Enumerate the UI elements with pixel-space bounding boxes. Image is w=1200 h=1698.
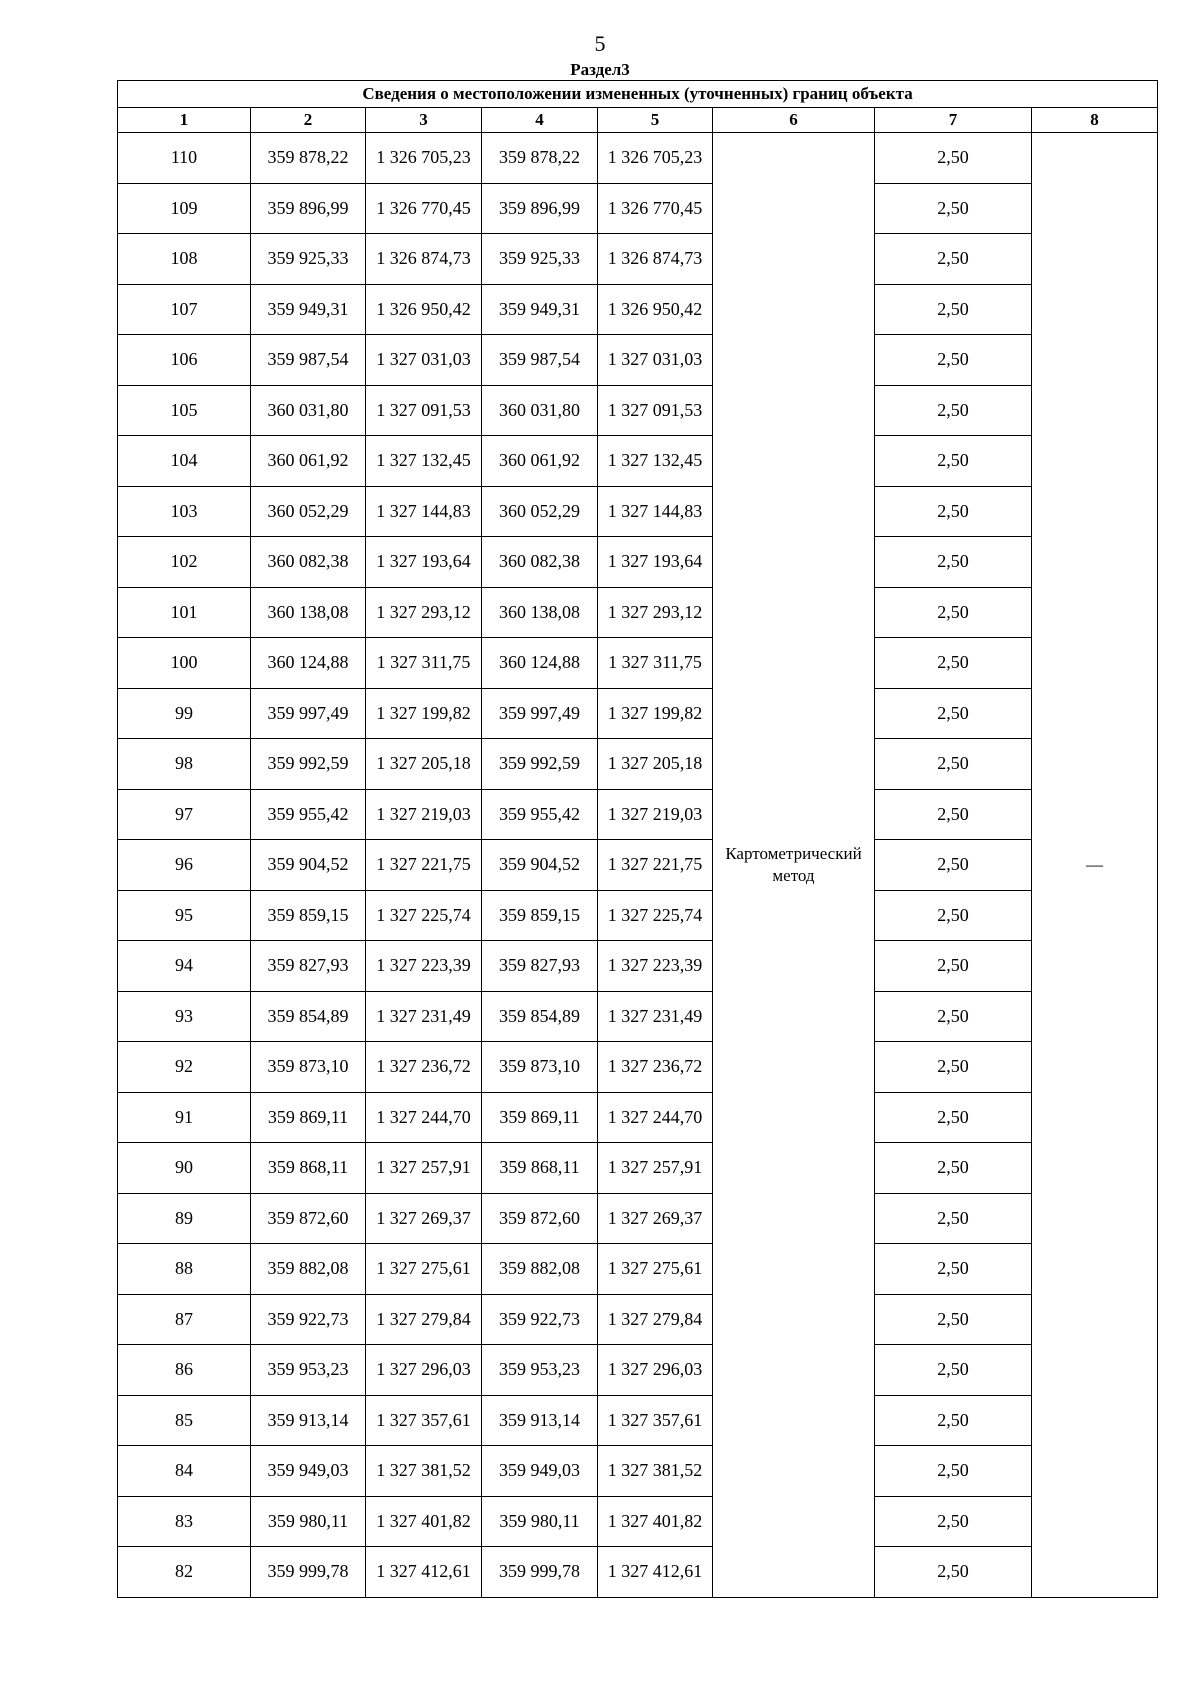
accuracy-cell: 2,50 — [875, 335, 1032, 386]
column-number-4: 4 — [482, 108, 598, 133]
x-refined-cell: 359 868,11 — [482, 1143, 598, 1194]
x-existing-cell: 359 859,15 — [251, 890, 366, 941]
note-cell: — — [1032, 133, 1158, 1598]
table-row — [118, 234, 1158, 285]
table-row — [118, 335, 1158, 386]
accuracy-cell: 2,50 — [875, 941, 1032, 992]
y-refined-cell: 1 327 219,03 — [598, 789, 713, 840]
x-refined-cell: 360 052,29 — [482, 486, 598, 537]
y-existing-cell: 1 327 199,82 — [366, 688, 482, 739]
y-refined-cell: 1 327 244,70 — [598, 1092, 713, 1143]
accuracy-cell: 2,50 — [875, 1345, 1032, 1396]
x-refined-cell: 360 061,92 — [482, 436, 598, 487]
table-row — [118, 1042, 1158, 1093]
x-existing-cell: 359 922,73 — [251, 1294, 366, 1345]
x-existing-cell: 359 980,11 — [251, 1496, 366, 1547]
y-existing-cell: 1 326 705,23 — [366, 133, 482, 184]
table-row — [118, 284, 1158, 335]
boundary-coordinates-table — [117, 80, 1158, 1598]
x-existing-cell: 359 869,11 — [251, 1092, 366, 1143]
x-refined-cell: 359 904,52 — [482, 840, 598, 891]
table-row — [118, 587, 1158, 638]
x-existing-cell: 359 955,42 — [251, 789, 366, 840]
point-number-cell: 95 — [118, 890, 251, 941]
accuracy-cell: 2,50 — [875, 1395, 1032, 1446]
y-refined-cell: 1 327 269,37 — [598, 1193, 713, 1244]
table-row — [118, 941, 1158, 992]
point-number-cell: 89 — [118, 1193, 251, 1244]
table-row — [118, 991, 1158, 1042]
y-refined-cell: 1 327 311,75 — [598, 638, 713, 689]
point-number-cell: 90 — [118, 1143, 251, 1194]
table-row — [118, 789, 1158, 840]
point-number-cell: 100 — [118, 638, 251, 689]
x-existing-cell: 360 061,92 — [251, 436, 366, 487]
accuracy-cell: 2,50 — [875, 284, 1032, 335]
accuracy-cell: 2,50 — [875, 890, 1032, 941]
point-number-cell: 102 — [118, 537, 251, 588]
table-row — [118, 840, 1158, 891]
y-refined-cell: 1 327 231,49 — [598, 991, 713, 1042]
table-row — [118, 537, 1158, 588]
y-existing-cell: 1 327 144,83 — [366, 486, 482, 537]
x-existing-cell: 359 827,93 — [251, 941, 366, 992]
column-number-8: 8 — [1032, 108, 1158, 133]
y-existing-cell: 1 326 874,73 — [366, 234, 482, 285]
y-refined-cell: 1 327 293,12 — [598, 587, 713, 638]
y-existing-cell: 1 327 257,91 — [366, 1143, 482, 1194]
x-existing-cell: 359 896,99 — [251, 183, 366, 234]
column-number-2: 2 — [251, 108, 366, 133]
accuracy-cell: 2,50 — [875, 385, 1032, 436]
y-existing-cell: 1 327 221,75 — [366, 840, 482, 891]
y-refined-cell: 1 327 199,82 — [598, 688, 713, 739]
x-refined-cell: 359 987,54 — [482, 335, 598, 386]
y-existing-cell: 1 327 401,82 — [366, 1496, 482, 1547]
x-refined-cell: 359 999,78 — [482, 1547, 598, 1598]
y-refined-cell: 1 327 412,61 — [598, 1547, 713, 1598]
y-existing-cell: 1 326 950,42 — [366, 284, 482, 335]
x-refined-cell: 359 869,11 — [482, 1092, 598, 1143]
y-refined-cell: 1 326 705,23 — [598, 133, 713, 184]
table-row — [118, 183, 1158, 234]
x-refined-cell: 359 953,23 — [482, 1345, 598, 1396]
x-existing-cell: 359 987,54 — [251, 335, 366, 386]
x-existing-cell: 360 031,80 — [251, 385, 366, 436]
table-row — [118, 638, 1158, 689]
accuracy-cell: 2,50 — [875, 1496, 1032, 1547]
y-refined-cell: 1 327 296,03 — [598, 1345, 713, 1396]
accuracy-cell: 2,50 — [875, 1042, 1032, 1093]
y-refined-cell: 1 327 144,83 — [598, 486, 713, 537]
table-row — [118, 486, 1158, 537]
y-existing-cell: 1 327 193,64 — [366, 537, 482, 588]
point-number-cell: 109 — [118, 183, 251, 234]
y-refined-cell: 1 327 275,61 — [598, 1244, 713, 1295]
x-refined-cell: 359 980,11 — [482, 1496, 598, 1547]
y-refined-cell: 1 327 225,74 — [598, 890, 713, 941]
y-refined-cell: 1 327 031,03 — [598, 335, 713, 386]
accuracy-cell: 2,50 — [875, 638, 1032, 689]
point-number-cell: 84 — [118, 1446, 251, 1497]
x-existing-cell: 360 082,38 — [251, 537, 366, 588]
x-refined-cell: 359 882,08 — [482, 1244, 598, 1295]
column-number-7: 7 — [875, 108, 1032, 133]
y-refined-cell: 1 327 279,84 — [598, 1294, 713, 1345]
y-existing-cell: 1 327 296,03 — [366, 1345, 482, 1396]
x-refined-cell: 359 859,15 — [482, 890, 598, 941]
accuracy-cell: 2,50 — [875, 486, 1032, 537]
y-refined-cell: 1 327 091,53 — [598, 385, 713, 436]
column-number-5: 5 — [598, 108, 713, 133]
y-refined-cell: 1 327 205,18 — [598, 739, 713, 790]
y-existing-cell: 1 327 381,52 — [366, 1446, 482, 1497]
x-refined-cell: 359 872,60 — [482, 1193, 598, 1244]
y-existing-cell: 1 327 311,75 — [366, 638, 482, 689]
y-refined-cell: 1 327 221,75 — [598, 840, 713, 891]
y-existing-cell: 1 327 236,72 — [366, 1042, 482, 1093]
y-existing-cell: 1 327 205,18 — [366, 739, 482, 790]
table-row — [118, 436, 1158, 487]
accuracy-cell: 2,50 — [875, 688, 1032, 739]
point-number-cell: 108 — [118, 234, 251, 285]
point-number-cell: 110 — [118, 133, 251, 184]
section-title: Раздел3 — [570, 60, 630, 79]
x-existing-cell: 359 854,89 — [251, 991, 366, 1042]
y-refined-cell: 1 327 193,64 — [598, 537, 713, 588]
accuracy-cell: 2,50 — [875, 1143, 1032, 1194]
x-existing-cell: 360 124,88 — [251, 638, 366, 689]
x-existing-cell: 359 904,52 — [251, 840, 366, 891]
y-existing-cell: 1 326 770,45 — [366, 183, 482, 234]
accuracy-cell: 2,50 — [875, 1193, 1032, 1244]
table-row — [118, 890, 1158, 941]
column-number-3: 3 — [366, 108, 482, 133]
table-row — [118, 739, 1158, 790]
x-existing-cell: 359 997,49 — [251, 688, 366, 739]
table-row — [118, 385, 1158, 436]
x-existing-cell: 359 882,08 — [251, 1244, 366, 1295]
x-existing-cell: 359 992,59 — [251, 739, 366, 790]
x-refined-cell: 360 124,88 — [482, 638, 598, 689]
point-number-cell: 103 — [118, 486, 251, 537]
point-number-cell: 98 — [118, 739, 251, 790]
point-number-cell: 91 — [118, 1092, 251, 1143]
point-number-cell: 85 — [118, 1395, 251, 1446]
y-refined-cell: 1 327 132,45 — [598, 436, 713, 487]
x-existing-cell: 359 878,22 — [251, 133, 366, 184]
x-refined-cell: 359 922,73 — [482, 1294, 598, 1345]
accuracy-cell: 2,50 — [875, 183, 1032, 234]
accuracy-cell: 2,50 — [875, 739, 1032, 790]
x-existing-cell: 359 949,31 — [251, 284, 366, 335]
x-existing-cell: 360 138,08 — [251, 587, 366, 638]
y-refined-cell: 1 326 770,45 — [598, 183, 713, 234]
table-row — [118, 1496, 1158, 1547]
x-refined-cell: 360 082,38 — [482, 537, 598, 588]
y-existing-cell: 1 327 223,39 — [366, 941, 482, 992]
table-row — [118, 1547, 1158, 1598]
column-number-6: 6 — [713, 108, 875, 133]
y-existing-cell: 1 327 357,61 — [366, 1395, 482, 1446]
table-row — [118, 1395, 1158, 1446]
x-existing-cell: 359 999,78 — [251, 1547, 366, 1598]
accuracy-cell: 2,50 — [875, 537, 1032, 588]
y-refined-cell: 1 327 381,52 — [598, 1446, 713, 1497]
x-refined-cell: 359 997,49 — [482, 688, 598, 739]
accuracy-cell: 2,50 — [875, 436, 1032, 487]
point-number-cell: 87 — [118, 1294, 251, 1345]
accuracy-cell: 2,50 — [875, 840, 1032, 891]
x-existing-cell: 359 925,33 — [251, 234, 366, 285]
x-refined-cell: 360 138,08 — [482, 587, 598, 638]
column-number-1: 1 — [118, 108, 251, 133]
page-number: 5 — [594, 31, 606, 56]
x-refined-cell: 359 873,10 — [482, 1042, 598, 1093]
y-existing-cell: 1 327 412,61 — [366, 1547, 482, 1598]
point-number-cell: 104 — [118, 436, 251, 487]
point-number-cell: 86 — [118, 1345, 251, 1396]
x-refined-cell: 360 031,80 — [482, 385, 598, 436]
y-refined-cell: 1 327 357,61 — [598, 1395, 713, 1446]
y-existing-cell: 1 327 132,45 — [366, 436, 482, 487]
y-refined-cell: 1 327 223,39 — [598, 941, 713, 992]
x-existing-cell: 359 949,03 — [251, 1446, 366, 1497]
table-row — [118, 1092, 1158, 1143]
y-refined-cell: 1 327 236,72 — [598, 1042, 713, 1093]
y-existing-cell: 1 327 091,53 — [366, 385, 482, 436]
x-refined-cell: 359 854,89 — [482, 991, 598, 1042]
point-number-cell: 88 — [118, 1244, 251, 1295]
y-refined-cell: 1 327 401,82 — [598, 1496, 713, 1547]
table-row — [118, 133, 1158, 184]
y-existing-cell: 1 327 279,84 — [366, 1294, 482, 1345]
y-refined-cell: 1 326 874,73 — [598, 234, 713, 285]
accuracy-cell: 2,50 — [875, 991, 1032, 1042]
table-row — [118, 1294, 1158, 1345]
table-row — [118, 1143, 1158, 1194]
x-refined-cell: 359 896,99 — [482, 183, 598, 234]
point-number-cell: 101 — [118, 587, 251, 638]
point-number-cell: 94 — [118, 941, 251, 992]
accuracy-cell: 2,50 — [875, 1547, 1032, 1598]
accuracy-cell: 2,50 — [875, 1244, 1032, 1295]
y-existing-cell: 1 327 219,03 — [366, 789, 482, 840]
point-number-cell: 97 — [118, 789, 251, 840]
x-existing-cell: 359 953,23 — [251, 1345, 366, 1396]
x-existing-cell: 359 868,11 — [251, 1143, 366, 1194]
accuracy-cell: 2,50 — [875, 587, 1032, 638]
x-existing-cell: 359 873,10 — [251, 1042, 366, 1093]
y-refined-cell: 1 327 257,91 — [598, 1143, 713, 1194]
accuracy-cell: 2,50 — [875, 1294, 1032, 1345]
column-number-row — [118, 108, 1158, 133]
point-number-cell: 93 — [118, 991, 251, 1042]
method-cell: Картометрический метод — [713, 133, 875, 1598]
point-number-cell: 92 — [118, 1042, 251, 1093]
table-row — [118, 1345, 1158, 1396]
point-number-cell: 99 — [118, 688, 251, 739]
table-row — [118, 1446, 1158, 1497]
y-existing-cell: 1 327 244,70 — [366, 1092, 482, 1143]
table-row — [118, 688, 1158, 739]
x-existing-cell: 359 872,60 — [251, 1193, 366, 1244]
x-refined-cell: 359 913,14 — [482, 1395, 598, 1446]
x-existing-cell: 359 913,14 — [251, 1395, 366, 1446]
x-refined-cell: 359 878,22 — [482, 133, 598, 184]
point-number-cell: 96 — [118, 840, 251, 891]
y-existing-cell: 1 327 275,61 — [366, 1244, 482, 1295]
y-refined-cell: 1 326 950,42 — [598, 284, 713, 335]
y-existing-cell: 1 327 031,03 — [366, 335, 482, 386]
table-caption: Сведения о местоположении измененных (уточненных) границ объекта — [118, 81, 1158, 108]
accuracy-cell: 2,50 — [875, 1446, 1032, 1497]
x-refined-cell: 359 992,59 — [482, 739, 598, 790]
y-existing-cell: 1 327 231,49 — [366, 991, 482, 1042]
x-existing-cell: 360 052,29 — [251, 486, 366, 537]
table-body — [118, 133, 1158, 1598]
accuracy-cell: 2,50 — [875, 234, 1032, 285]
y-existing-cell: 1 327 293,12 — [366, 587, 482, 638]
point-number-cell: 106 — [118, 335, 251, 386]
accuracy-cell: 2,50 — [875, 133, 1032, 184]
point-number-cell: 82 — [118, 1547, 251, 1598]
y-existing-cell: 1 327 269,37 — [366, 1193, 482, 1244]
x-refined-cell: 359 827,93 — [482, 941, 598, 992]
point-number-cell: 83 — [118, 1496, 251, 1547]
table-row — [118, 1193, 1158, 1244]
y-existing-cell: 1 327 225,74 — [366, 890, 482, 941]
x-refined-cell: 359 949,03 — [482, 1446, 598, 1497]
x-refined-cell: 359 949,31 — [482, 284, 598, 335]
point-number-cell: 107 — [118, 284, 251, 335]
x-refined-cell: 359 925,33 — [482, 234, 598, 285]
accuracy-cell: 2,50 — [875, 1092, 1032, 1143]
accuracy-cell: 2,50 — [875, 789, 1032, 840]
point-number-cell: 105 — [118, 385, 251, 436]
x-refined-cell: 359 955,42 — [482, 789, 598, 840]
table-row — [118, 1244, 1158, 1295]
